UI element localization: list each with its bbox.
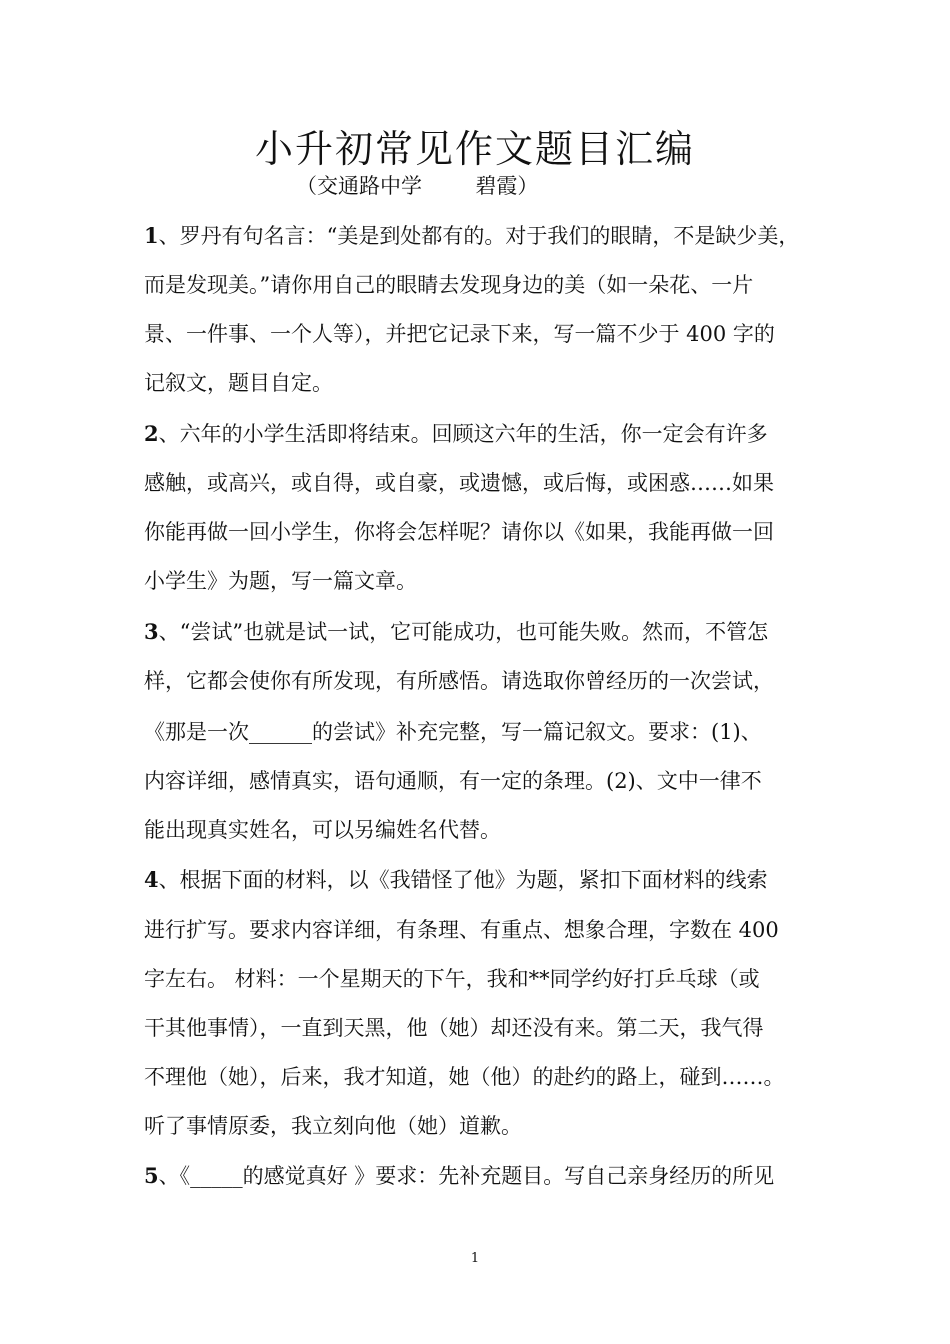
question-4-line-4: 干其他事情），一直到天黑，他（她）却还没有来。第二天，我气得	[144, 1016, 764, 1040]
question-4-line-6: 听了事情原委，我立刻向他（她）道歉。	[144, 1114, 522, 1138]
question-3-line-2: 样，它都会使你有所发现，有所感悟。请选取你曾经历的一次尝试，	[144, 669, 774, 693]
question-2-line-4: 小学生》为题，写一篇文章。	[144, 569, 417, 593]
question-4-line-2: 进行扩写。要求内容详细，有条理、有重点、想象合理，字数在 400	[144, 918, 779, 942]
question-number: 1	[144, 223, 159, 248]
question-text: 、罗丹有句名言：“美是到处都有的。对于我们的眼睛，不是缺少美，	[158, 224, 800, 248]
question-3-line-3: 《那是一次______的尝试》补充完整，写一篇记叙文。要求：(1)、	[144, 720, 762, 744]
author-line: （交通路中学 碧霞）	[296, 174, 539, 198]
page-number: 1	[470, 1251, 480, 1266]
question-text: 、“尝试”也就是试一试，它可能成功，也可能失败。然而，不管怎	[158, 620, 769, 644]
question-1-line-3: 景、一件事、一个人等），并把它记录下来，写一篇不少于 400 字的	[144, 322, 775, 346]
question-3-line-4: 内容详细，感情真实，语句通顺，有一定的条理。(2)、文中一律不	[144, 769, 762, 793]
question-number: 2	[144, 421, 159, 446]
question-5-line-1	[144, 1160, 774, 1192]
question-2-line-1	[144, 418, 768, 450]
question-2-line-2: 感触，或高兴，或自得，或自豪，或遗憾，或后悔，或困惑……如果	[144, 471, 774, 495]
question-3-line-1	[144, 616, 768, 648]
question-4-line-1	[144, 864, 768, 896]
question-text: 、《_____的感觉真好 》要求：先补充题目。写自己亲身经历的所见	[158, 1164, 775, 1188]
question-2-line-3: 你能再做一回小学生，你将会怎样呢？请你以《如果，我能再做一回	[144, 520, 774, 544]
question-number: 4	[144, 867, 159, 892]
question-4-line-5: 不理他（她），后来，我才知道，她（他）的赴约的路上，碰到……。	[144, 1065, 785, 1089]
question-number: 5	[144, 1163, 159, 1188]
question-1-line-1	[144, 220, 799, 252]
question-3-line-5: 能出现真实姓名，可以另编姓名代替。	[144, 818, 501, 842]
question-text: 、六年的小学生活即将结束。回顾这六年的生活，你一定会有许多	[158, 422, 768, 446]
question-4-line-3: 字左右。 材料：一个星期天的下午，我和**同学约好打乒乓球（或	[144, 967, 760, 991]
question-1-line-4: 记叙文，题目自定。	[144, 371, 333, 395]
question-1-line-2: 而是发现美。”请你用自己的眼睛去发现身边的美（如一朵花、一片	[144, 273, 754, 297]
page-title: 小升初常见作文题目汇编	[254, 127, 695, 172]
question-text: 、根据下面的材料，以《我错怪了他》为题，紧扣下面材料的线索	[158, 868, 768, 892]
question-number: 3	[144, 619, 159, 644]
